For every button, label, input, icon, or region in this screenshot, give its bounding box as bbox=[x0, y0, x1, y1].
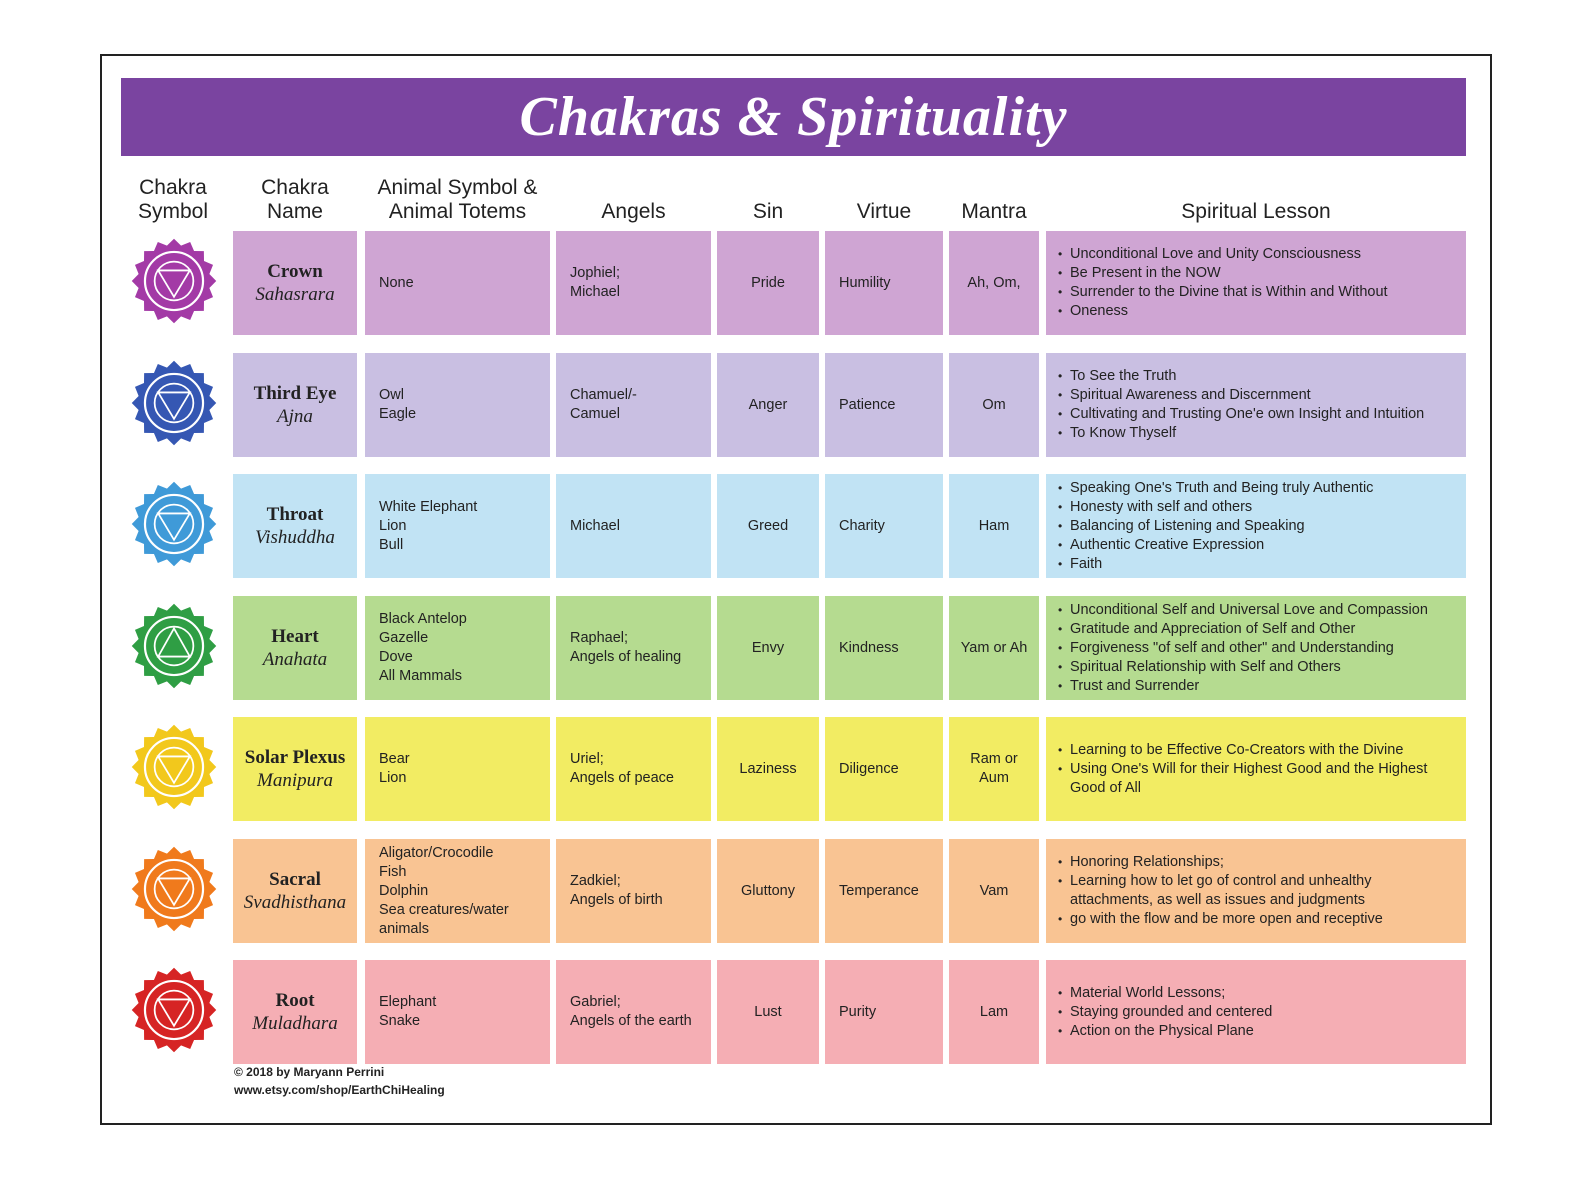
animal-totems-cell: White Elephant Lion Bull bbox=[365, 474, 550, 578]
footer bbox=[234, 1063, 445, 1099]
list-item: • Gratitude and Appreciation of Self and Other bbox=[1058, 620, 1428, 639]
title-banner bbox=[121, 78, 1466, 156]
chakra-sanskrit-name: Manipura bbox=[257, 770, 333, 791]
angels-cell: Jophiel; Michael bbox=[556, 231, 711, 335]
angels-cell: Zadkiel; Angels of birth bbox=[556, 839, 711, 943]
chakra-symbol-solar-plexus-icon bbox=[130, 723, 218, 811]
chakra-symbol-graphic bbox=[130, 359, 218, 447]
list-item: • Authentic Creative Expression bbox=[1058, 536, 1373, 555]
list-item: • Forgiveness "of self and other" and Understanding bbox=[1058, 639, 1428, 658]
list-item: • Trust and Surrender bbox=[1058, 677, 1428, 696]
list-item: • Staying grounded and centered bbox=[1058, 1003, 1272, 1022]
chakra-name-cell bbox=[233, 231, 357, 335]
lesson-list bbox=[1058, 601, 1428, 696]
spiritual-lesson-cell bbox=[1046, 839, 1466, 943]
header-chakra-symbol: Chakra Symbol bbox=[137, 176, 209, 223]
header-chakra-name: Chakra Name bbox=[261, 176, 329, 223]
sin-cell: Pride bbox=[717, 231, 819, 335]
animal-totems-cell: Bear Lion bbox=[365, 717, 550, 821]
list-item: • Honesty with self and others bbox=[1058, 498, 1373, 517]
chakra-sanskrit-name: Ajna bbox=[277, 406, 313, 427]
animal-totems-cell: Elephant Snake bbox=[365, 960, 550, 1064]
shop-link[interactable]: www.etsy.com/shop/EarthChiHealing bbox=[234, 1083, 445, 1097]
list-item: • Unconditional Self and Universal Love and Compassion bbox=[1058, 601, 1428, 620]
list-item: • Be Present in the NOW bbox=[1058, 264, 1388, 283]
list-item: • Learning how to let go of control and unhealthy attachments, as well as issues and judgments bbox=[1058, 872, 1458, 910]
list-item: • Balancing of Listening and Speaking bbox=[1058, 517, 1373, 536]
chakra-symbol-graphic bbox=[130, 480, 218, 568]
sin-cell: Lust bbox=[717, 960, 819, 1064]
chakra-symbol-heart-icon bbox=[130, 602, 218, 690]
list-item: • Honoring Relationships; bbox=[1058, 853, 1458, 872]
table-row bbox=[0, 960, 1588, 1064]
virtue-cell: Patience bbox=[825, 353, 943, 457]
virtue-cell: Diligence bbox=[825, 717, 943, 821]
virtue-cell: Charity bbox=[825, 474, 943, 578]
list-item: • Oneness bbox=[1058, 302, 1388, 321]
list-item: • Material World Lessons; bbox=[1058, 984, 1272, 1003]
list-item: • To Know Thyself bbox=[1058, 424, 1424, 443]
list-item: • go with the flow and be more open and receptive bbox=[1058, 910, 1458, 929]
list-item: • Faith bbox=[1058, 555, 1373, 574]
chakra-sanskrit-name: Sahasrara bbox=[255, 284, 335, 305]
chakra-name-cell bbox=[233, 474, 357, 578]
table-row bbox=[0, 596, 1588, 700]
list-item: • Using One's Will for their Highest Good and the Highest Good of All bbox=[1058, 760, 1458, 798]
spiritual-lesson-cell bbox=[1046, 717, 1466, 821]
list-item: • Action on the Physical Plane bbox=[1058, 1022, 1272, 1041]
animal-totems-cell: None bbox=[365, 231, 550, 335]
chakra-symbol-root-icon bbox=[130, 966, 218, 1054]
chakra-name-cell bbox=[233, 839, 357, 943]
mantra-cell: Om bbox=[949, 353, 1039, 457]
chakra-symbol-third-eye-icon bbox=[130, 359, 218, 447]
angels-cell: Raphael; Angels of healing bbox=[556, 596, 711, 700]
chakra-name-cell bbox=[233, 717, 357, 821]
chakra-name-cell bbox=[233, 353, 357, 457]
chakra-symbol-graphic bbox=[130, 723, 218, 811]
chakra-name: Third Eye bbox=[253, 383, 337, 404]
header-virtue: Virtue bbox=[856, 200, 912, 223]
animal-totems-cell: Owl Eagle bbox=[365, 353, 550, 457]
chakra-name: Heart bbox=[271, 626, 319, 647]
mantra-cell: Lam bbox=[949, 960, 1039, 1064]
angels-cell: Gabriel; Angels of the earth bbox=[556, 960, 711, 1064]
chakra-sanskrit-name: Anahata bbox=[262, 649, 328, 670]
list-item: • Spiritual Awareness and Discernment bbox=[1058, 386, 1424, 405]
chakra-symbol-sacral-icon bbox=[130, 845, 218, 933]
lesson-list bbox=[1058, 367, 1424, 443]
table-row bbox=[0, 231, 1588, 335]
header-sin: Sin bbox=[752, 200, 784, 223]
spiritual-lesson-cell bbox=[1046, 596, 1466, 700]
lesson-list bbox=[1058, 479, 1373, 574]
list-item: • To See the Truth bbox=[1058, 367, 1424, 386]
virtue-cell: Temperance bbox=[825, 839, 943, 943]
sin-cell: Anger bbox=[717, 353, 819, 457]
chakra-name: Solar Plexus bbox=[244, 747, 346, 768]
list-item: • Learning to be Effective Co-Creators with the Divine bbox=[1058, 741, 1458, 760]
sin-cell: Greed bbox=[717, 474, 819, 578]
virtue-cell: Kindness bbox=[825, 596, 943, 700]
mantra-cell: Vam bbox=[949, 839, 1039, 943]
chakra-name: Sacral bbox=[269, 869, 321, 890]
table-row bbox=[0, 839, 1588, 943]
mantra-cell: Ham bbox=[949, 474, 1039, 578]
copyright-text: © 2018 by Maryann Perrini bbox=[234, 1065, 385, 1079]
spiritual-lesson-cell bbox=[1046, 231, 1466, 335]
table-row bbox=[0, 717, 1588, 821]
sin-cell: Envy bbox=[717, 596, 819, 700]
lesson-list bbox=[1058, 853, 1458, 929]
spiritual-lesson-cell bbox=[1046, 353, 1466, 457]
table-row bbox=[0, 474, 1588, 578]
chakra-symbol-crown-icon bbox=[130, 237, 218, 325]
angels-cell: Chamuel/- Camuel bbox=[556, 353, 711, 457]
chakra-symbol-graphic bbox=[130, 602, 218, 690]
virtue-cell: Purity bbox=[825, 960, 943, 1064]
chakra-symbol-graphic bbox=[130, 966, 218, 1054]
mantra-cell: Yam or Ah bbox=[949, 596, 1039, 700]
header-angels: Angels bbox=[601, 200, 666, 223]
chakra-sanskrit-name: Svadhisthana bbox=[243, 892, 347, 913]
chakra-name-cell bbox=[233, 596, 357, 700]
chakra-name: Crown bbox=[267, 261, 323, 282]
header-mantra: Mantra bbox=[961, 200, 1027, 223]
mantra-cell: Ram or Aum bbox=[949, 717, 1039, 821]
chakra-symbol-graphic bbox=[130, 845, 218, 933]
lesson-list bbox=[1058, 245, 1388, 321]
list-item: • Unconditional Love and Unity Consciousness bbox=[1058, 245, 1388, 264]
spiritual-lesson-cell bbox=[1046, 960, 1466, 1064]
page-title: Chakras & Spirituality bbox=[519, 86, 1068, 148]
spiritual-lesson-cell bbox=[1046, 474, 1466, 578]
virtue-cell: Humility bbox=[825, 231, 943, 335]
chakra-symbol-throat-icon bbox=[130, 480, 218, 568]
chakra-name-cell bbox=[233, 960, 357, 1064]
list-item: • Spiritual Relationship with Self and Others bbox=[1058, 658, 1428, 677]
lesson-list bbox=[1058, 741, 1458, 798]
list-item: • Surrender to the Divine that is Within and Without bbox=[1058, 283, 1388, 302]
table-row bbox=[0, 353, 1588, 457]
sin-cell: Laziness bbox=[717, 717, 819, 821]
animal-totems-cell: Aligator/Crocodile Fish Dolphin Sea creatures/water animals bbox=[365, 839, 550, 943]
chakra-sanskrit-name: Muladhara bbox=[252, 1013, 338, 1034]
mantra-cell: Ah, Om, bbox=[949, 231, 1039, 335]
header-animal: Animal Symbol & Animal Totems bbox=[377, 176, 538, 223]
list-item: • Cultivating and Trusting One'e own Insight and Intuition bbox=[1058, 405, 1424, 424]
animal-totems-cell: Black Antelop Gazelle Dove All Mammals bbox=[365, 596, 550, 700]
lesson-list bbox=[1058, 984, 1272, 1041]
angels-cell: Michael bbox=[556, 474, 711, 578]
chakra-name: Root bbox=[275, 990, 315, 1011]
angels-cell: Uriel; Angels of peace bbox=[556, 717, 711, 821]
chakra-name: Throat bbox=[266, 504, 324, 525]
list-item: • Speaking One's Truth and Being truly Authentic bbox=[1058, 479, 1373, 498]
chakra-symbol-graphic bbox=[130, 237, 218, 325]
chakra-sanskrit-name: Vishuddha bbox=[255, 527, 335, 548]
sin-cell: Gluttony bbox=[717, 839, 819, 943]
header-spiritual-lesson: Spiritual Lesson bbox=[1181, 200, 1331, 223]
